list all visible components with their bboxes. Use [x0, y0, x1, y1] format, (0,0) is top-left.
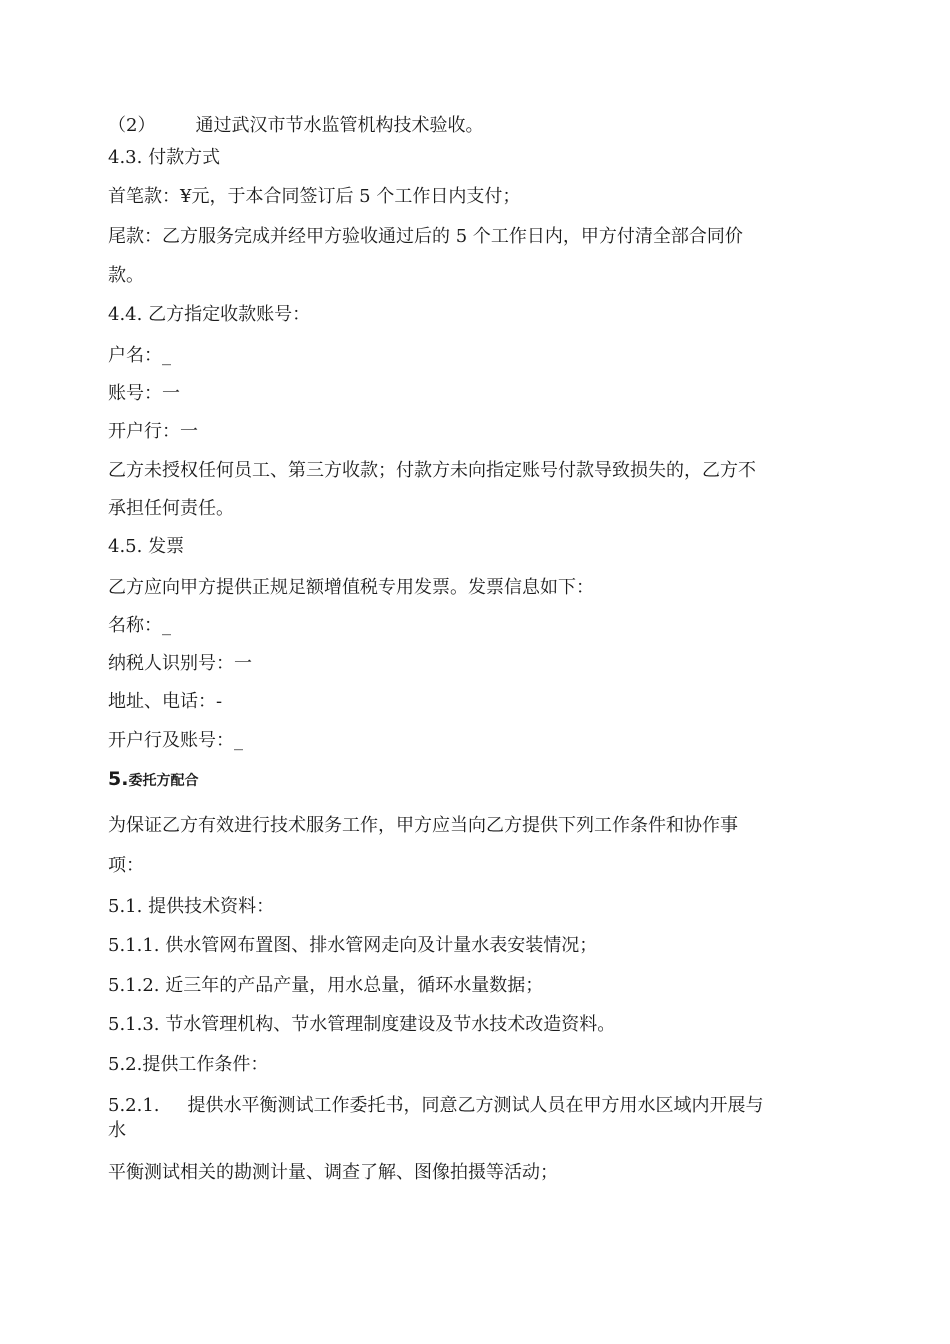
list-item-5-2-1-cont: 平衡测试相关的勘测计量、调查了解、图像拍摄等活动；	[108, 1162, 558, 1183]
field-invoice-name: 名称：_	[108, 615, 171, 636]
section-heading-5	[108, 767, 198, 793]
paragraph-final-payment-cont: 款。	[108, 265, 144, 286]
field-address-phone: 地址、电话：-	[108, 691, 223, 712]
list-item-text: 提供水平衡测试工作委托书，同意乙方测试人员在甲方用水区域内开展与	[187, 1095, 764, 1116]
paragraph-first-payment: 首笔款：¥元，于本合同签订后 5 个工作日内支付；	[108, 186, 521, 207]
field-bank: 开户行：一	[108, 421, 198, 442]
paragraph-acceptance-item-2	[108, 114, 483, 138]
paragraph-final-payment: 尾款：乙方服务完成并经甲方验收通过后的 5 个工作日内，甲方付清全部合同价	[108, 226, 743, 247]
field-account-number: 账号：一	[108, 383, 180, 404]
list-number: 5.2.1.	[108, 1095, 160, 1116]
list-item-5-2-1-wrap: 水	[108, 1120, 126, 1141]
list-item-5-1-1: 5.1.1. 供水管网布置图、排水管网走向及计量水表安装情况；	[108, 935, 598, 956]
list-item-5-1-3: 5.1.3. 节水管理机构、节水管理制度建设及节水技术改造资料。	[108, 1014, 616, 1035]
paragraph-cooperation-intro-cont: 项：	[108, 855, 144, 876]
section-number: 5.	[108, 768, 129, 790]
list-number: （2）	[108, 115, 156, 136]
paragraph-payment-disclaimer: 乙方未授权任何员工、第三方收款；付款方未向指定账号付款导致损失的，乙方不	[108, 460, 756, 481]
field-taxpayer-id: 纳税人识别号：一	[108, 653, 252, 674]
section-heading-4-5: 4.5. 发票	[108, 536, 185, 557]
list-item-5-2-1	[108, 1094, 764, 1118]
paragraph-payment-disclaimer-cont: 承担任何责任。	[108, 498, 234, 519]
paragraph-invoice-intro: 乙方应向甲方提供正规足额增值税专用发票。发票信息如下：	[108, 577, 594, 598]
section-title: 委托方配合	[128, 773, 199, 789]
field-bank-and-account: 开户行及账号：_	[108, 730, 243, 751]
field-account-name: 户名：_	[108, 345, 171, 366]
paragraph-cooperation-intro: 为保证乙方有效进行技术服务工作，甲方应当向乙方提供下列工作条件和协作事	[108, 815, 738, 836]
section-heading-4-3: 4.3. 付款方式	[108, 147, 221, 168]
paragraph-text: 通过武汉市节水监管机构技术验收。	[195, 115, 484, 136]
section-heading-5-2: 5.2.提供工作条件：	[108, 1054, 269, 1075]
section-heading-4-4: 4.4. 乙方指定收款账号：	[108, 304, 311, 325]
section-heading-5-1: 5.1. 提供技术资料：	[108, 896, 275, 917]
list-item-5-1-2: 5.1.2. 近三年的产品产量，用水总量，循环水量数据；	[108, 975, 544, 996]
